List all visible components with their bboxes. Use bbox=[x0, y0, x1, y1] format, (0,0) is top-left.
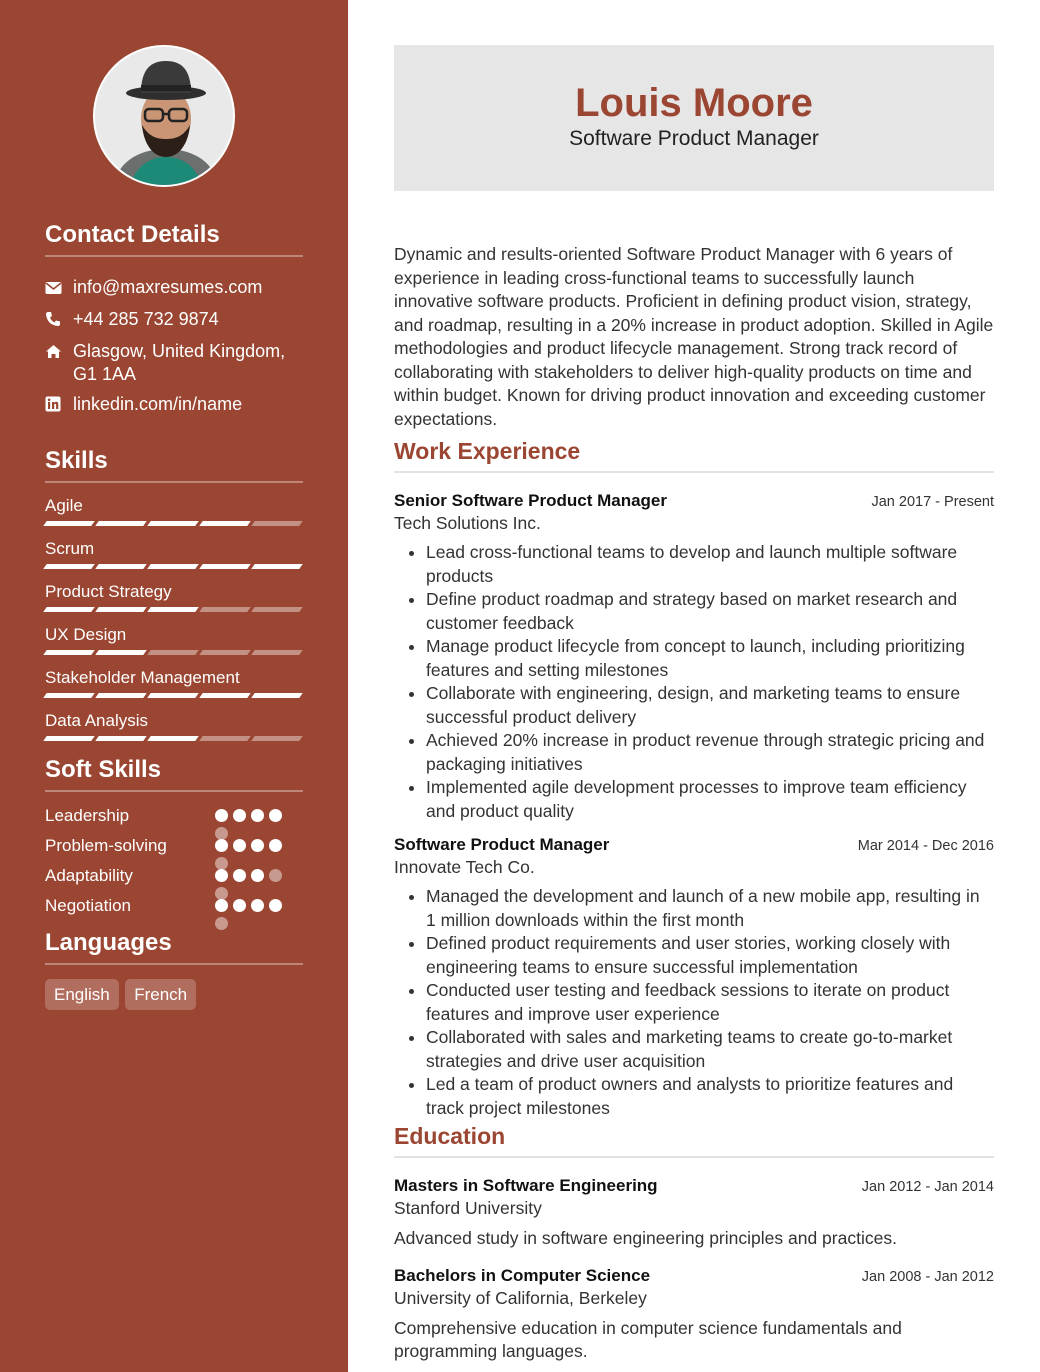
skill-level-segment bbox=[251, 564, 303, 569]
job-bullets bbox=[394, 541, 994, 823]
language-tags bbox=[45, 979, 303, 1010]
contact-heading: Contact Details bbox=[45, 220, 303, 257]
candidate-title: Software Product Manager bbox=[569, 127, 819, 150]
education-entry bbox=[394, 1264, 994, 1364]
job-bullet: • Manage product lifecycle from concept to launch, including prioritizing features and setting milestones bbox=[426, 635, 994, 682]
degree-title: Bachelors in Computer Science bbox=[394, 1265, 651, 1285]
contact-email[interactable] bbox=[45, 276, 303, 301]
job-bullet: • Collaborate with engineering, design, and marketing teams to ensure successful product delivery bbox=[426, 682, 994, 729]
work-heading: Work Experience bbox=[394, 437, 994, 473]
contact-linkedin[interactable] bbox=[45, 393, 303, 418]
job-dates: Mar 2014 - Dec 2016 bbox=[857, 838, 994, 854]
skill-level-segment bbox=[199, 650, 251, 655]
address-text: Glasgow, United Kingdom, G1 1AA bbox=[73, 341, 286, 384]
skill-level-bars bbox=[45, 607, 303, 612]
skills-heading: Skills bbox=[45, 446, 303, 483]
rating-dot bbox=[251, 899, 264, 912]
job-bullet: • Defined product requirements and user stories, working closely with engineering teams to ensure successful implementation bbox=[426, 932, 994, 979]
job-title: Senior Software Product Manager bbox=[394, 491, 667, 510]
skill-level-segment bbox=[199, 736, 251, 741]
soft-skill-name: Adaptability bbox=[45, 866, 133, 885]
skill-level-segment bbox=[95, 650, 147, 655]
soft-skills-heading: Soft Skills bbox=[45, 755, 303, 792]
job-bullet: • Collaborated with sales and marketing teams to create go-to-market strategies and drive user acquisition bbox=[426, 1026, 994, 1073]
skill-name: Data Analysis bbox=[45, 711, 148, 730]
rating-dot bbox=[251, 869, 264, 882]
rating-dot bbox=[233, 809, 246, 822]
languages-section bbox=[45, 928, 303, 1010]
main-content bbox=[394, 45, 994, 1364]
education-dates: Jan 2012 - Jan 2014 bbox=[861, 1179, 994, 1195]
skill-level-segment bbox=[199, 564, 251, 569]
education-heading: Education bbox=[394, 1122, 994, 1158]
skill-level-segment bbox=[251, 607, 303, 612]
skills-section bbox=[45, 446, 303, 783]
job-bullet: • Define product roadmap and strategy based on market research and customer feedback bbox=[426, 588, 994, 635]
phone-text: +44 285 732 9874 bbox=[73, 309, 219, 329]
home-icon bbox=[45, 340, 73, 365]
rating-dot bbox=[269, 809, 282, 822]
job-bullet: • Implemented agile development processes to improve team efficiency and product quality bbox=[426, 776, 994, 823]
rating-dot bbox=[215, 899, 228, 912]
skill-level-segment bbox=[95, 564, 147, 569]
soft-skill-item bbox=[45, 835, 303, 857]
skill-level-segment bbox=[251, 736, 303, 741]
skill-level-bars bbox=[45, 650, 303, 655]
rating-dot bbox=[215, 869, 228, 882]
job-bullet: • Led a team of product owners and analysts to prioritize features and track project milestones bbox=[426, 1073, 994, 1120]
soft-skill-item bbox=[45, 895, 303, 917]
skill-level-segment bbox=[199, 693, 251, 698]
job-bullet: • Achieved 20% increase in product revenue through strategic pricing and packaging initiatives bbox=[426, 729, 994, 776]
skill-level-segment bbox=[43, 736, 95, 741]
skill-item bbox=[45, 538, 303, 569]
soft-skill-item bbox=[45, 865, 303, 887]
rating-dot bbox=[251, 809, 264, 822]
education-dates: Jan 2008 - Jan 2012 bbox=[861, 1268, 994, 1285]
skills-list bbox=[45, 483, 303, 783]
job-bullet: • Lead cross-functional teams to develop and launch multiple software products bbox=[426, 541, 994, 588]
summary-text: Dynamic and results-oriented Software Product Manager with 6 years of experience in leading cross-functional teams to successfully launch innovative software products. Proficient in defining product vision, strategy, and roadmap, resulting in a 20% increase in product adoption. Skilled in Agile methodologies and product lifecycle management. Strong track record of collaborating with stakeholders to deliver high-quality products on time and within budget. Known for driving product innovation and exceeding customer expectations. bbox=[394, 244, 994, 429]
job-company: Innovate Tech Co. bbox=[394, 857, 535, 877]
rating-dot bbox=[269, 899, 282, 912]
soft-skill-name: Leadership bbox=[45, 806, 130, 825]
job-title: Software Product Manager bbox=[394, 835, 610, 854]
soft-skills-list bbox=[45, 792, 303, 942]
email-text: info@maxresumes.com bbox=[73, 277, 263, 297]
languages-heading: Languages bbox=[45, 928, 303, 965]
degree-title: Masters in Software Engineering bbox=[394, 1176, 658, 1195]
skill-level-segment bbox=[147, 607, 199, 612]
profile-photo-icon bbox=[95, 47, 235, 187]
skill-level-segment bbox=[251, 521, 303, 526]
skill-level-segment bbox=[147, 693, 199, 698]
linkedin-icon bbox=[45, 393, 73, 418]
skill-level-segment bbox=[43, 607, 95, 612]
skill-item bbox=[45, 624, 303, 655]
job-entry bbox=[394, 833, 994, 1120]
education-description: Advanced study in software engineering principles and practices. bbox=[394, 1228, 897, 1248]
job-bullets bbox=[394, 885, 994, 1120]
skill-level-segment bbox=[43, 521, 95, 526]
skill-level-segment bbox=[95, 521, 147, 526]
skill-name: Stakeholder Management bbox=[45, 668, 240, 687]
soft-skill-name: Problem-solving bbox=[45, 836, 167, 855]
skill-level-segment bbox=[251, 693, 303, 698]
skill-level-segment bbox=[43, 650, 95, 655]
skill-level-segment bbox=[199, 607, 251, 612]
linkedin-text: linkedin.com/in/name bbox=[73, 394, 243, 414]
rating-dot bbox=[215, 839, 228, 852]
skill-name: UX Design bbox=[45, 625, 127, 644]
skill-level-segment bbox=[147, 736, 199, 741]
school-name: Stanford University bbox=[394, 1198, 542, 1218]
rating-dot bbox=[269, 869, 282, 882]
soft-skill-item bbox=[45, 805, 303, 827]
skill-level-segment bbox=[95, 607, 147, 612]
sidebar bbox=[0, 0, 348, 1372]
skill-level-segment bbox=[95, 693, 147, 698]
skill-level-bars bbox=[45, 693, 303, 698]
skill-level-bars bbox=[45, 521, 303, 526]
phone-icon bbox=[45, 308, 73, 333]
skill-item bbox=[45, 667, 303, 698]
skill-level-bars bbox=[45, 736, 303, 741]
education-description: Comprehensive education in computer science fundamentals and programming languages. bbox=[394, 1317, 902, 1361]
rating-dot bbox=[233, 869, 246, 882]
skill-name: Product Strategy bbox=[45, 582, 172, 601]
job-bullet: • Managed the development and launch of a new mobile app, resulting in 1 million downloads within the first month bbox=[426, 885, 994, 932]
skill-level-segment bbox=[95, 736, 147, 741]
rating-dot bbox=[233, 899, 246, 912]
language-tag: English bbox=[45, 979, 119, 1010]
skill-level-segment bbox=[43, 693, 95, 698]
contact-section bbox=[45, 220, 303, 418]
contact-phone[interactable] bbox=[45, 308, 303, 333]
header-box bbox=[394, 45, 994, 191]
soft-skill-name: Negotiation bbox=[45, 896, 132, 915]
job-bullet: • Conducted user testing and feedback sessions to iterate on product features and improve user experience bbox=[426, 979, 994, 1026]
job-entry bbox=[394, 489, 994, 823]
job-dates: Jan 2017 - Present bbox=[871, 494, 994, 510]
language-tag: French bbox=[125, 979, 196, 1010]
skill-name: Agile bbox=[45, 496, 83, 515]
rating-dot bbox=[215, 809, 228, 822]
soft-skills-section bbox=[45, 755, 303, 942]
school-name: University of California, Berkeley bbox=[394, 1287, 647, 1308]
skill-level-segment bbox=[147, 521, 199, 526]
candidate-name: Louis Moore bbox=[575, 81, 813, 125]
contact-address bbox=[45, 340, 303, 386]
education-entry bbox=[394, 1174, 994, 1251]
skill-name: Scrum bbox=[45, 539, 95, 558]
skill-level-segment bbox=[147, 564, 199, 569]
skill-level-segment bbox=[251, 650, 303, 655]
rating-dot bbox=[269, 839, 282, 852]
skill-item bbox=[45, 581, 303, 612]
envelope-icon bbox=[45, 276, 73, 301]
skill-level-bars bbox=[45, 564, 303, 569]
avatar bbox=[93, 45, 235, 187]
skill-item bbox=[45, 495, 303, 526]
skill-item bbox=[45, 710, 303, 741]
rating-dot bbox=[251, 839, 264, 852]
skill-level-segment bbox=[199, 521, 251, 526]
skill-level-segment bbox=[147, 650, 199, 655]
rating-dot bbox=[233, 839, 246, 852]
skill-level-segment bbox=[43, 564, 95, 569]
job-company: Tech Solutions Inc. bbox=[394, 513, 541, 533]
